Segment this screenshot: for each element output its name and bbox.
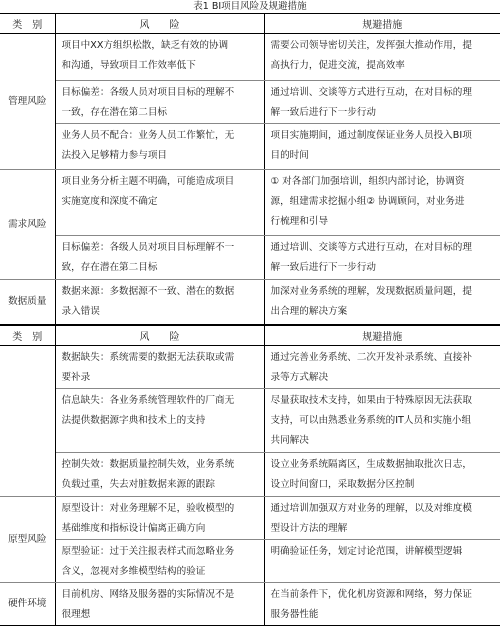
risk-cell: 目标偏差：各级人员对项目目标理解不一 致，存在潜在第二目标 (55, 236, 264, 280)
category-cell: 管理风险 (0, 34, 55, 170)
risk-cell: 项目中XX方组织松散，缺乏有效的协调 和沟通，导致项目工作效率低下 (55, 34, 264, 81)
header-risk: 风 险 (55, 326, 264, 346)
header-mitigation: 规避措施 (264, 14, 500, 34)
header-category: 类 别 (0, 326, 55, 346)
category-cell: 硬件环境 (0, 583, 55, 626)
mitigation-cell: ① 对各部门加强培训，组织内部讨论，协调资 源，组建需求挖掘小组② 协调顾问，对业务进 行梳理和引导 (264, 170, 500, 236)
table-row (0, 34, 500, 81)
table-row (0, 583, 500, 626)
table-row (0, 540, 500, 583)
risk-table-part-2 (0, 325, 500, 626)
mitigation-cell: 项目实施期间，通过制度保证业务人员投入BI项 目的时间 (264, 124, 500, 170)
header-mitigation: 规避措施 (264, 326, 500, 346)
table-row (0, 170, 500, 236)
header-risk: 风 险 (55, 14, 264, 34)
table-row (0, 389, 500, 453)
table-row (0, 453, 500, 497)
mitigation-cell: 加深对业务系统的理解，发现数据质量问题，提 出合理的解决方案 (264, 280, 500, 325)
risk-cell: 原型验证：过于关注报表样式而忽略业务 含义，忽视对多维模型结构的验证 (55, 540, 264, 583)
risk-cell: 数据来源：多数据源不一致、潜在的数据 录入错误 (55, 280, 264, 325)
category-cell: 需求风险 (0, 170, 55, 280)
risk-cell: 目标偏差：各级人员对项目目标的理解不 一致，存在潜在第二目标 (55, 81, 264, 124)
risk-cell: 项目业务分析主题不明确，可能造成项目 实施宽度和深度不确定 (55, 170, 264, 236)
mitigation-cell: 明确验证任务，划定讨论范围，讲解模型逻辑 (264, 540, 500, 583)
mitigation-cell: 通过完善业务系统、二次开发补录系统、直接补 录等方式解决 (264, 346, 500, 389)
risk-cell: 控制失效：数据质量控制失效，业务系统 负载过重，失去对脏数据来源的跟踪 (55, 453, 264, 497)
category-cell: 数据质量 (0, 280, 55, 325)
mitigation-cell: 尽量获取技术支持，如果由于特殊原因无法获取 支持，可以由熟悉业务系统的IT人员和实施小组 共同解决 (264, 389, 500, 453)
risk-cell: 数据缺失：系统需要的数据无法获取或需 要补录 (55, 346, 264, 389)
table-row (0, 280, 500, 325)
risk-table-part-1 (0, 13, 500, 325)
table-row (0, 497, 500, 540)
category-cell: 原型风险 (0, 497, 55, 583)
mitigation-cell: 在当前条件下，优化机房资源和网络，努力保证 服务器性能 (264, 583, 500, 626)
category-cell (0, 346, 55, 497)
risk-cell: 目前机房、网络及服务器的实际情况不是 很理想 (55, 583, 264, 626)
table-caption: 表1 BI项目风险及规避措施 (193, 1, 307, 12)
header-category: 类 别 (0, 14, 55, 34)
risk-cell: 信息缺失：各业务系统管理软件的厂商无 法提供数据源字典和技术上的支持 (55, 389, 264, 453)
mitigation-cell: 通过培训、交谈等方式进行互动，在对目标的理 解一致后进行下一步行动 (264, 81, 500, 124)
table-row (0, 236, 500, 280)
mitigation-cell: 通过培训加强双方对业务的理解，以及对维度模 型设计方法的理解 (264, 497, 500, 540)
mitigation-cell: 设立业务系统隔离区，生成数据抽取批次日志， 设立时间窗口，采取数据分区控制 (264, 453, 500, 497)
table-row (0, 124, 500, 170)
table-row (0, 81, 500, 124)
table-row (0, 346, 500, 389)
risk-cell: 业务人员不配合：业务人员工作繁忙，无 法投入足够精力参与项目 (55, 124, 264, 170)
mitigation-cell: 通过培训、交谈等方式进行互动，在对目标的理 解一致后进行下一步行动 (264, 236, 500, 280)
mitigation-cell: 需要公司领导密切关注，发挥强大推动作用，提 高执行力，促进交流，提高效率 (264, 34, 500, 81)
risk-cell: 原型设计：对业务理解不足，验收模型的 基础维度和指标设计偏离正确方向 (55, 497, 264, 540)
